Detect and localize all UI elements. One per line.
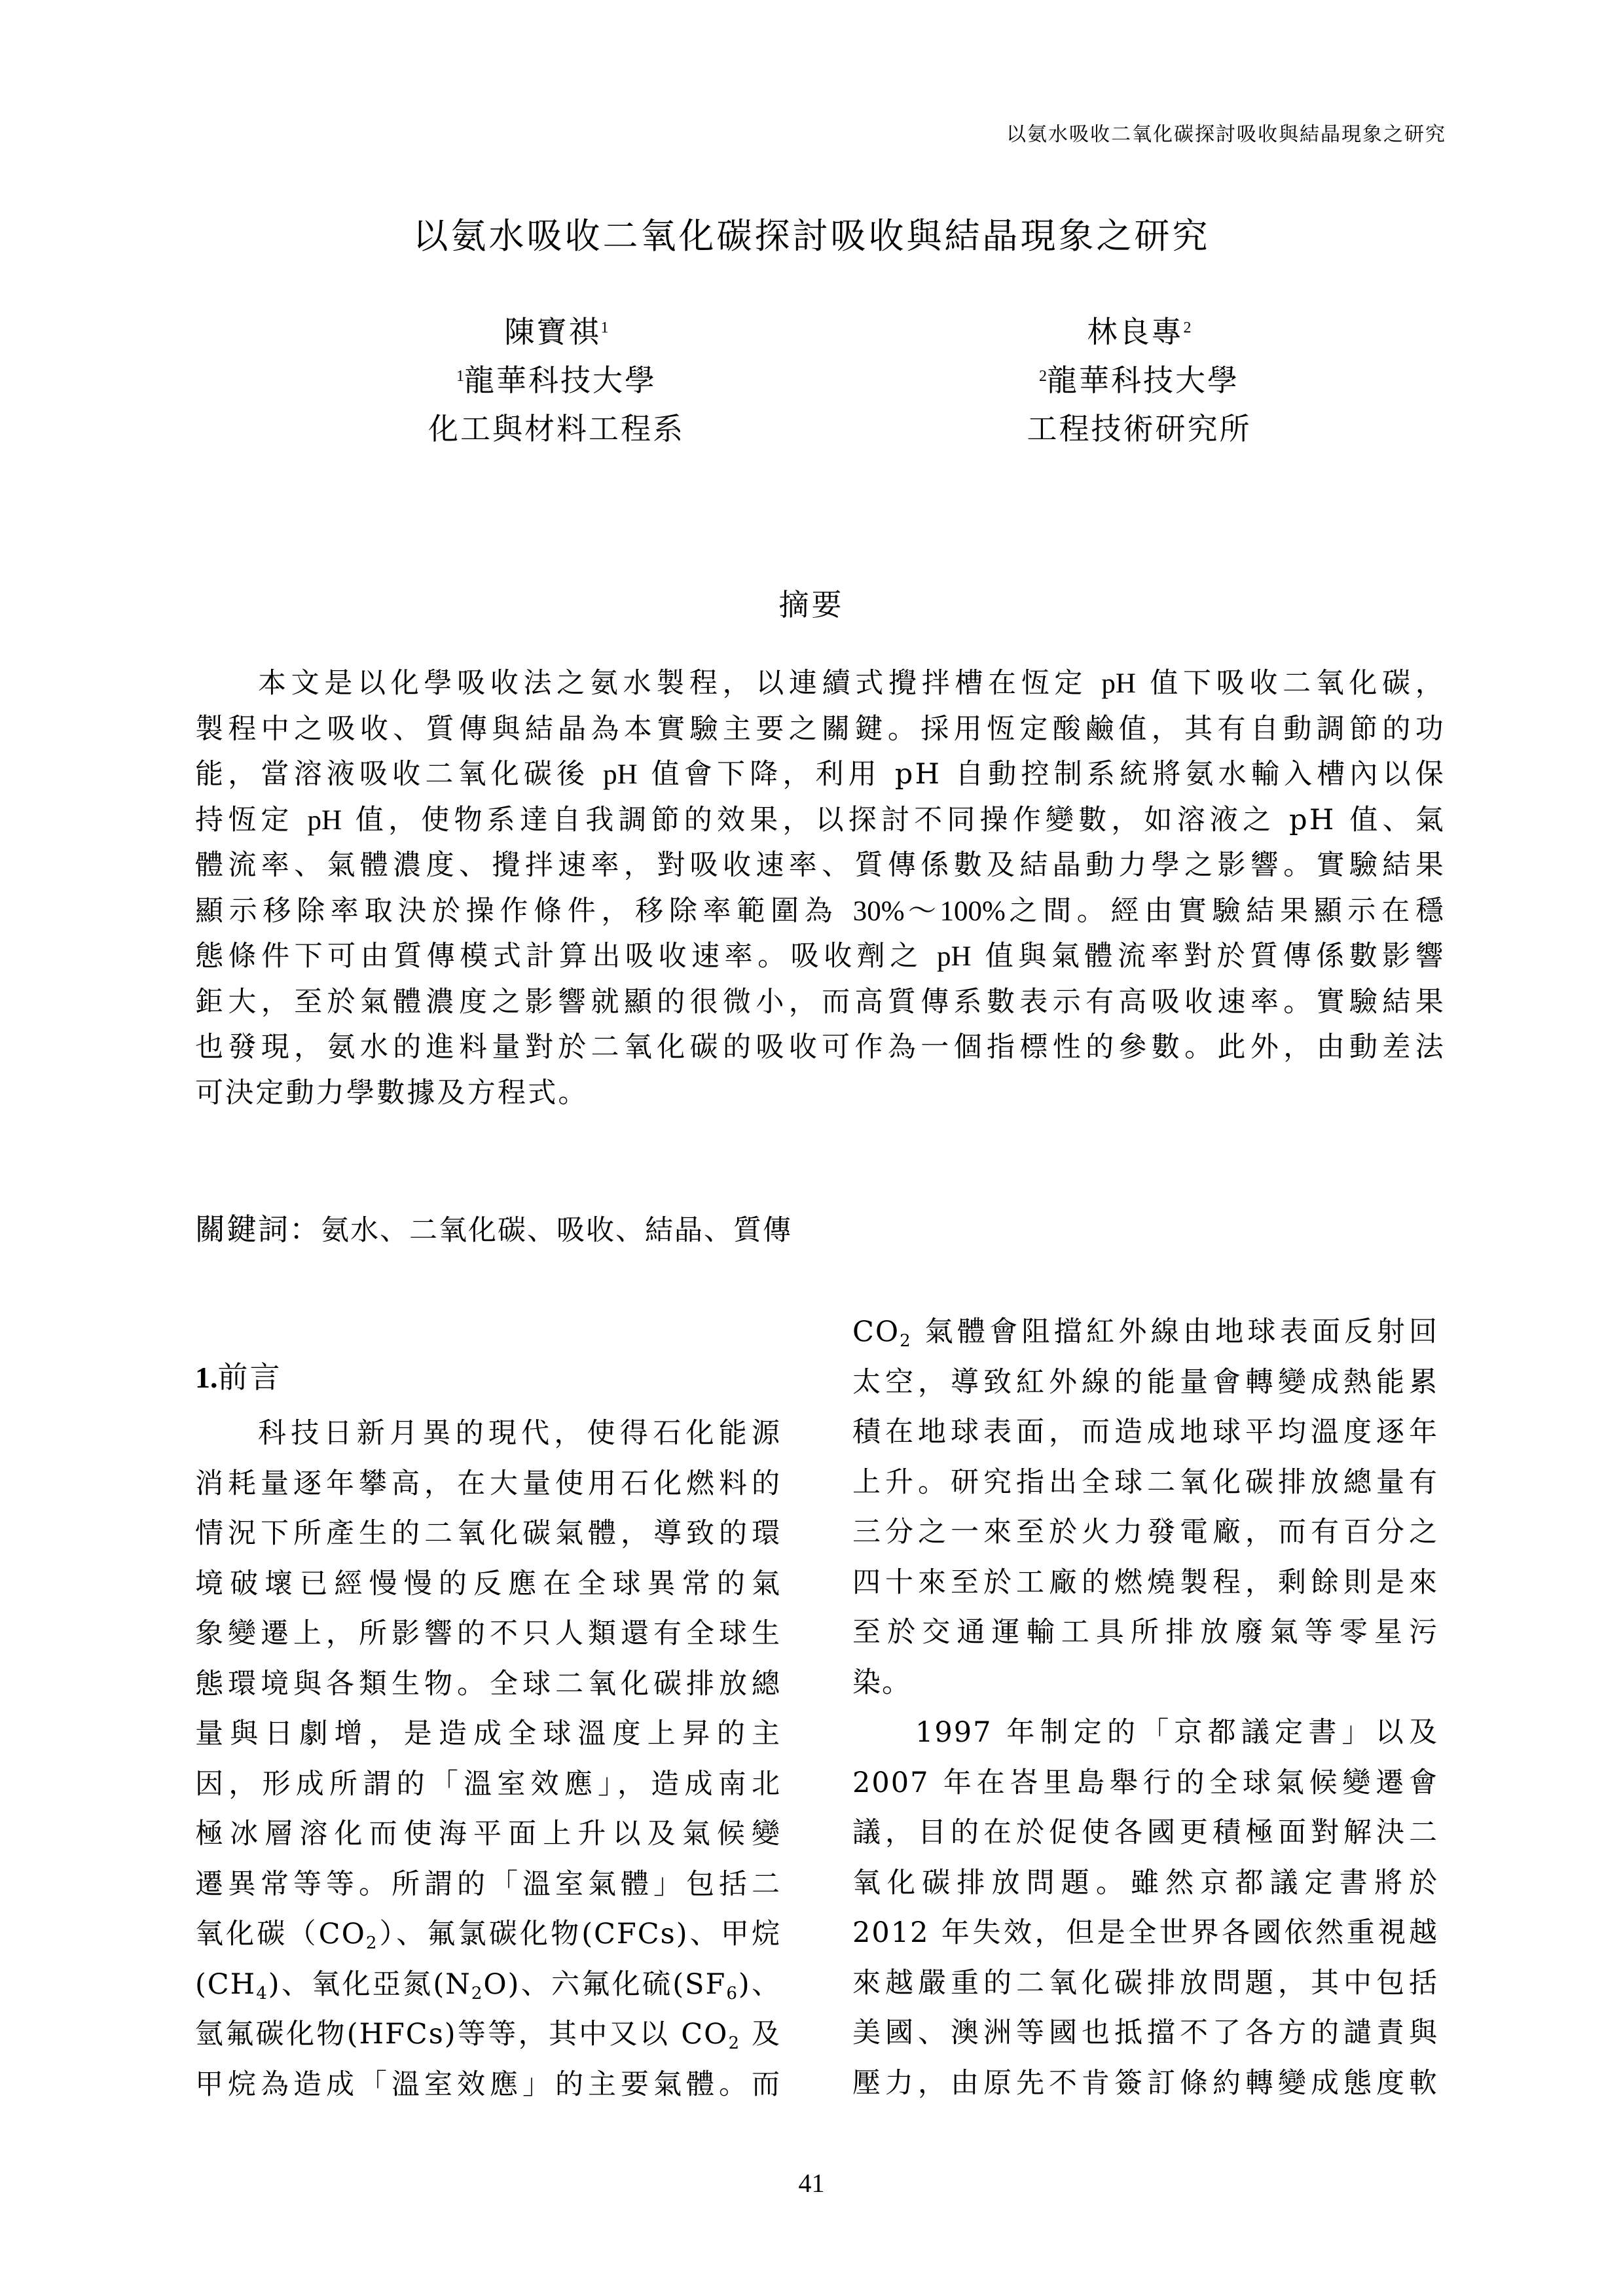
author-name [845, 308, 1434, 356]
author-block-2 [845, 308, 1434, 453]
body-text: ）、氟氯碳化物(CFCs)、甲烷 [378, 1918, 782, 1950]
abstract-text: 可決定動力學數據及方程式。 [195, 1076, 589, 1109]
right-column [852, 1307, 1438, 2108]
body-text: )、 [738, 1967, 781, 2001]
body-line: 極冰層溶化而使海平面上升以及氣候變 [195, 1818, 781, 1850]
author-name-text: 林良專 [1087, 314, 1184, 350]
body-line: 1997 年制定的「京都議定書」以及 [915, 1716, 1438, 1749]
subscript: 2 [471, 1983, 484, 2003]
body-line: 染。 [852, 1666, 911, 1699]
body-line: 情況下所產生的二氧化碳氣體，導致的環 [195, 1517, 781, 1550]
abstract-text: 持恆定 [195, 803, 308, 836]
abstract-text: 本文是以化學吸收法之氨水製程，以連續式攪拌槽在恆定 [258, 667, 1102, 700]
body-line: 2007 年在峇里島舉行的全球氣候變遷會 [852, 1766, 1438, 1799]
body-line: 2012 年失效，但是全世界各國依然重視越 [852, 1916, 1438, 1949]
abstract-text: 能，當溶液吸收二氧化碳後 [195, 758, 604, 791]
subscript: 4 [256, 1983, 268, 2003]
body-text: 氫氟碳化物(HFCs)等等，其中又以 CO [195, 2018, 729, 2051]
abstract-inline-term: 30%～100% [852, 895, 1006, 927]
body-line: 甲烷為造成「溫室效應」的主要氣體。而 [195, 2068, 781, 2101]
body-line: 量與日劇增，是造成全球溫度上昇的主 [195, 1717, 781, 1750]
page-number: 41 [798, 2168, 825, 2198]
author-department: 工程技術研究所 [1027, 411, 1252, 446]
keywords-label: 關鍵詞： [195, 1211, 321, 1247]
body-text: 及 [740, 2018, 781, 2051]
body-line: 境破壞已經慢慢的反應在全球異常的氣 [195, 1567, 781, 1600]
abstract-text: 製程中之吸收、質傳與結晶為本實驗主要之關鍵。採用恆定酸鹼值，其有自動調節的功 [195, 712, 1446, 745]
body-text: 氣體會阻擋紅外線由地球表面反射回 [911, 1316, 1438, 1348]
affiliation-mark: 1 [456, 368, 464, 385]
body-line: 四十來至於工廠的燃燒製程，剩餘則是來 [852, 1566, 1438, 1599]
body-line [195, 2009, 781, 2060]
abstract-line [195, 752, 1446, 798]
subscript: 2 [900, 1331, 912, 1351]
body-line: 上升。研究指出全球二氧化碳排放總量有 [852, 1465, 1438, 1499]
abstract-text: 鉅大，至於氣體濃度之影響就顯的很微小，而高質傳系數表示有高吸收速率。實驗結果 [195, 985, 1446, 1018]
body-line: 三分之一來至於火力發電廠，而有百分之 [852, 1516, 1438, 1549]
abstract-text: 值與氣體流率對於質傳係數影響 [971, 940, 1446, 973]
abstract-line [195, 1025, 1446, 1071]
body-text: O)、六氟化硫(SF [483, 1967, 727, 2001]
abstract-text: 值，使物系達自我調節的效果，以探討不同操作變數，如溶液之 pH 值、氣 [342, 803, 1446, 836]
abstract-inline-term: pH [1101, 668, 1136, 699]
left-column [195, 1408, 781, 2109]
running-header: 以氨水吸收二氧化碳探討吸收與結晶現象之研究 [1006, 123, 1446, 146]
body-text: CO [852, 1316, 900, 1348]
section-heading [195, 1354, 282, 1397]
institution-text: 龍華科技大學 [1047, 363, 1239, 398]
body-line: 至於交通運輸工具所排放廢氣等零星污 [852, 1616, 1438, 1649]
abstract-text: 顯示移除率取決於操作條件，移除率範圍為 [195, 894, 853, 927]
author-mark: 2 [1183, 319, 1192, 336]
body-line: 太空，導致紅外線的能量會轉變成熱能累 [852, 1365, 1438, 1399]
subscript: 6 [726, 1983, 739, 2003]
subscript: 2 [365, 1933, 378, 1953]
author-mark: 1 [600, 319, 609, 336]
institution-text: 龍華科技大學 [464, 363, 657, 398]
abstract-line [195, 934, 1446, 980]
abstract-line [195, 1071, 1446, 1117]
body-line: 積在地球表面，而造成地球平均溫度逐年 [852, 1416, 1438, 1448]
body-line: 態環境與各類生物。全球二氧化碳排放總 [195, 1667, 781, 1700]
body-line: 議，目的在於促使各國更積極面對解決二 [852, 1816, 1438, 1849]
abstract-line [195, 661, 1446, 707]
body-line: 因，形成所謂的「溫室效應」，造成南北 [195, 1767, 781, 1801]
keywords-value: 氨水、二氧化碳、吸收、結晶、質傳 [321, 1214, 792, 1247]
abstract-text: 值下吸收二氧化碳， [1135, 667, 1446, 700]
body-line [195, 1960, 781, 2010]
author-name-text: 陳寶祺 [504, 314, 601, 350]
abstract-line [195, 798, 1446, 844]
paper-title: 以氨水吸收二氧化碳探討吸收與結晶現象之研究 [412, 215, 1211, 257]
keywords [195, 1206, 792, 1249]
body-line: 來越嚴重的二氧化碳排放問題，其中包括 [852, 1966, 1438, 2000]
section-title: 前言 [217, 1359, 282, 1395]
body-line [852, 1307, 1438, 1357]
body-line: 遷異常等等。所謂的「溫室氣體」包括二 [195, 1867, 781, 1901]
abstract-line [195, 889, 1446, 935]
abstract-line [195, 843, 1446, 889]
affiliation-mark: 2 [1039, 368, 1047, 385]
body-text: 氧化碳（CO [195, 1918, 366, 1950]
author-block-1 [262, 308, 851, 453]
author-institution [262, 356, 851, 404]
author-department: 化工與材料工程系 [428, 411, 685, 446]
abstract-text: 體流率、氣體濃度、攪拌速率，對吸收速率、質傳係數及結晶動力學之影響。實驗結果 [195, 849, 1446, 882]
author-name [262, 308, 851, 356]
abstract-text: 值會下降，利用 pH 自動控制系統將氨水輸入槽內以保 [637, 758, 1446, 791]
body-line [195, 1909, 781, 1960]
body-line: 科技日新月異的現代，使得石化能源 [258, 1417, 781, 1450]
body-text: (CH [195, 1967, 257, 2001]
body-text: )、氧化亞氮(N [268, 1967, 471, 2001]
abstract-text: 態條件下可由質傳模式計算出吸收速率。吸收劑之 [195, 940, 938, 973]
abstract-heading: 摘要 [778, 587, 845, 622]
abstract-line [195, 980, 1446, 1026]
abstract-inline-term: pH [937, 941, 972, 972]
abstract-line [195, 707, 1446, 753]
body-line: 美國、澳洲等國也抵擋不了各方的譴責與 [852, 2017, 1438, 2049]
body-line: 氧化碳排放問題。雖然京都議定書將於 [852, 1866, 1438, 1899]
abstract-inline-term: pH [603, 759, 638, 790]
abstract-text: 之間。經由實驗結果顯示在穩 [1005, 894, 1446, 927]
section-number: 1. [195, 1361, 218, 1394]
author-institution [845, 356, 1434, 404]
body-line: 象變遷上，所影響的不只人類還有全球生 [195, 1617, 781, 1650]
abstract-inline-term: pH [307, 804, 342, 836]
abstract-body [195, 661, 1446, 1116]
body-line: 消耗量逐年攀高，在大量使用石化燃料的 [195, 1467, 781, 1500]
body-line: 壓力，由原先不肯簽訂條約轉變成態度軟 [852, 2066, 1438, 2100]
abstract-text: 也發現，氨水的進料量對於二氧化碳的吸收可作為一個指標性的參數。此外，由動差法 [195, 1031, 1446, 1064]
subscript: 2 [728, 2034, 740, 2053]
